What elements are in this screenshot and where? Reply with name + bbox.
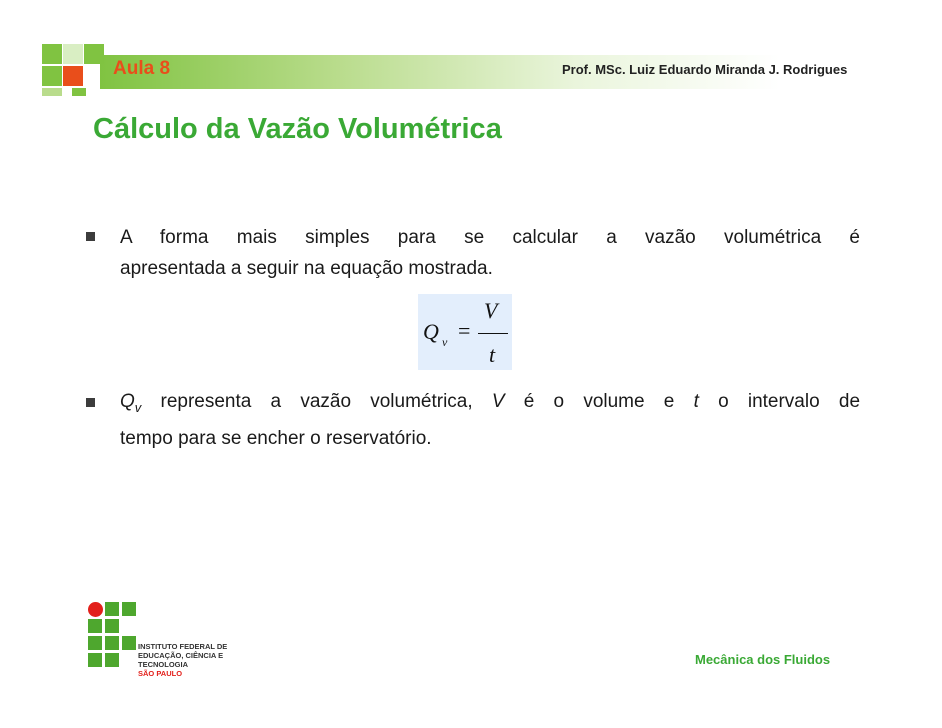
logo-text xyxy=(138,642,268,678)
bullet-1-line-1: A forma mais simples para se calcular a vazão volumétrica é xyxy=(120,227,860,248)
bullet-square-2 xyxy=(86,398,95,407)
logo-square xyxy=(88,636,102,650)
bullet-2-line-1 xyxy=(120,386,860,423)
header-square-5 xyxy=(63,66,83,86)
bullet-2-text-c: o intervalo de xyxy=(698,391,861,412)
flow-symbol: Q xyxy=(120,391,135,412)
header-square-6 xyxy=(42,88,62,96)
fraction-bar xyxy=(478,333,508,334)
slide-title: Cálculo da Vazão Volumétrica xyxy=(93,113,502,145)
logo-line-3: SÃO PAULO xyxy=(138,669,183,678)
logo-line-1: INSTITUTO FEDERAL DE xyxy=(138,642,228,651)
logo-square xyxy=(122,602,136,616)
bullet-2-text-b: é o volume e xyxy=(504,391,694,412)
logo-line-2: EDUCAÇÃO, CIÊNCIA E TECNOLOGIA xyxy=(138,651,224,669)
bullet-text-1 xyxy=(120,222,860,284)
flow-symbol-subscript: v xyxy=(134,399,142,415)
header-square-7 xyxy=(72,88,86,96)
bullet-square-1 xyxy=(86,232,95,241)
bullet-1-line-2: apresentada a seguir na equação mostrada. xyxy=(120,258,493,279)
volume-symbol: V xyxy=(491,391,505,412)
equation-numerator: V xyxy=(484,298,498,323)
bullet-2-line-2: tempo para se encher o reservatório. xyxy=(120,427,432,449)
header-square-3 xyxy=(84,44,104,64)
equation-box xyxy=(418,294,512,370)
logo-red-circle xyxy=(88,602,103,617)
logo-square xyxy=(105,619,119,633)
logo-square xyxy=(88,653,102,667)
bullet-text-2 xyxy=(120,386,860,454)
equation-denominator: t xyxy=(489,342,496,367)
bullet-2-text-a: representa a vazão volumétrica, xyxy=(141,391,492,412)
logo-square xyxy=(105,602,119,616)
logo-square xyxy=(105,636,119,650)
professor-name: Prof. MSc. Luiz Eduardo Miranda J. Rodrigues xyxy=(562,62,848,77)
header-square-2 xyxy=(63,44,83,64)
logo-square xyxy=(122,636,136,650)
logo-square xyxy=(105,653,119,667)
institute-logo xyxy=(88,602,268,678)
time-symbol: t xyxy=(693,391,699,412)
logo-square xyxy=(88,619,102,633)
lesson-label: Aula 8 xyxy=(113,58,171,79)
equation-equals: = xyxy=(458,318,471,343)
course-name: Mecânica dos Fluidos xyxy=(695,652,831,667)
equation-lhs-subscript: v xyxy=(442,335,448,349)
header-square-4 xyxy=(42,66,62,86)
header-square-1 xyxy=(42,44,62,64)
equation-lhs: Q xyxy=(423,319,439,344)
